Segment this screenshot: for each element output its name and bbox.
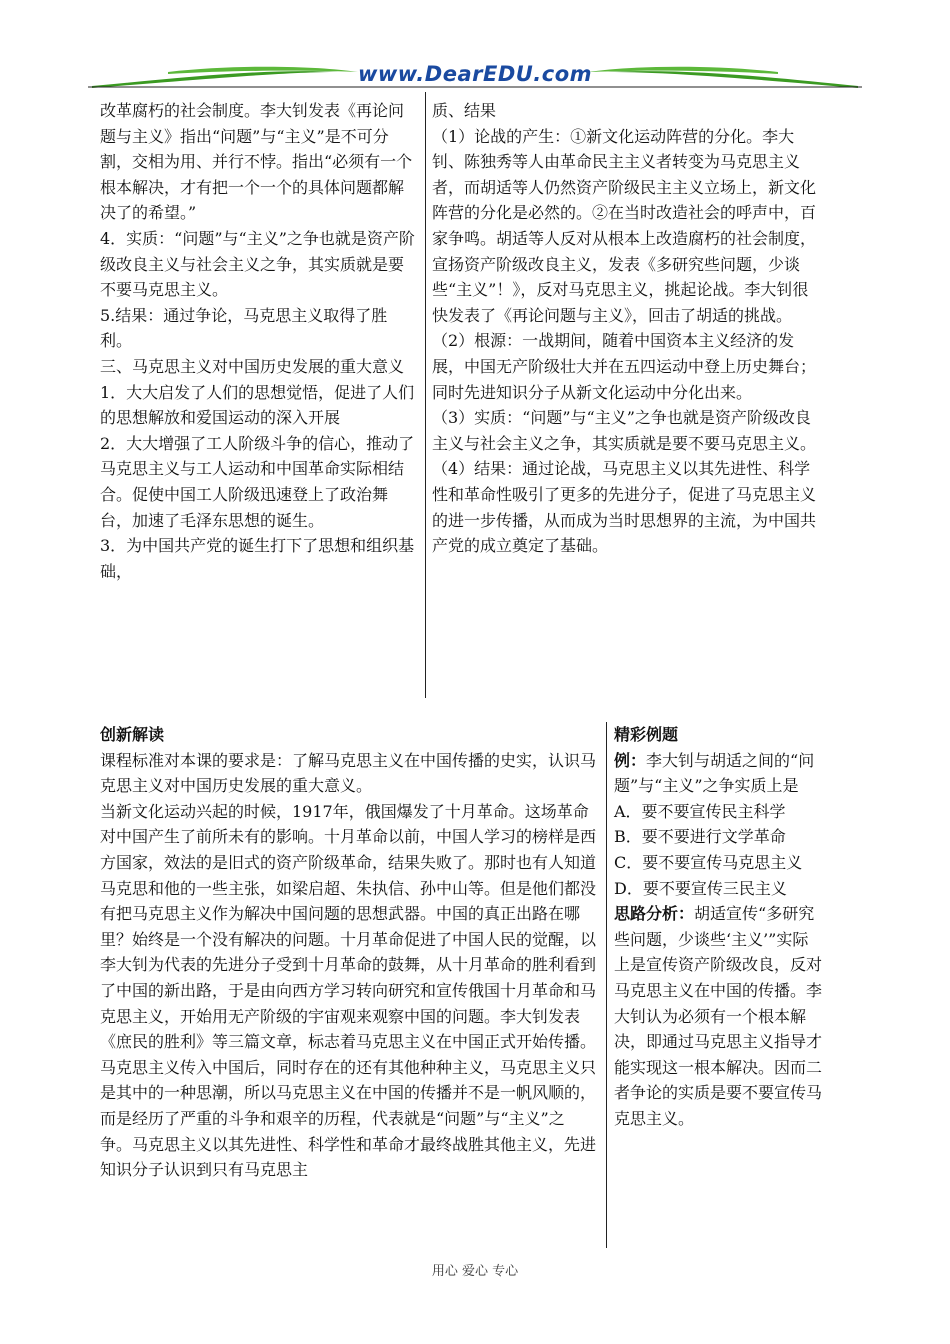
top-column-divider: [425, 92, 426, 698]
option-b: B．要不要进行文学革命: [614, 827, 786, 847]
paragraph: 课程标准对本课的要求是：了解马克思主义在中国传播的史实，认识马克思主义对中国历史发展的重大意义。: [100, 750, 597, 796]
top-left-column: [100, 98, 418, 584]
paragraph: 1．大大启发了人们的思想觉悟，促进了人们的思想解放和爱国运动的深入开展: [100, 382, 415, 428]
top-right-column: [432, 98, 822, 559]
analysis-label: 思路分析：: [614, 904, 695, 924]
paragraph: 4．实质：“问题”与“主义”之争也就是资产阶级改良主义与社会主义之争，其实质就是要不要马克思主义。: [100, 228, 415, 300]
analysis-text: 胡适宣传“多研究些问题，少谈些‘主义’”实际上是宣传资产阶级改良，反对马克思主义在中国的传播。李大钊认为必须有一个根本解决，即通过马克思主义指导才能实现这一根本解决。因而二者争论的实质是要不要宣传马克思主义。: [614, 904, 823, 1128]
paragraph: （2）根源：一战期间，随着中国资本主义经济的发展，中国无产阶级壮大并在五四运动中登上历史舞台；同时先进知识分子从新文化运动中分化出来。: [432, 331, 817, 402]
section-heading: 三、马克思主义对中国历史发展的重大意义: [100, 356, 405, 376]
option-a: A．要不要宣传民主科学: [614, 801, 786, 821]
option-d: D．要不要宣传三民主义: [614, 878, 787, 898]
analysis: [614, 901, 822, 1131]
paragraph: （4）结果：通过论战，马克思主义以其先进性、科学性和革命性吸引了更多的先进分子，促进了马克思主义的进一步传播，从而成为当时思想界的主流，为中国共产党的成立奠定了基础。: [432, 459, 817, 556]
section-title: 精彩例题: [614, 725, 679, 744]
paragraph: 质、结果: [432, 101, 497, 120]
option-c: C．要不要宣传马克思主义: [614, 852, 803, 872]
paragraph: 2．大大增强了工人阶级斗争的信心，推动了马克思主义与工人运动和中国革命实际相结合。促使中国工人阶级迅速登上了政治舞台，加速了毛泽东思想的诞生。: [100, 433, 415, 530]
paragraph: 3．为中国共产党的诞生打下了思想和组织基础，: [100, 536, 415, 581]
site-header-banner: [88, 58, 862, 92]
question: [614, 748, 822, 799]
question-text: 李大钊与胡适之间的“问题”与“主义”之争实质上是: [614, 750, 815, 796]
paragraph: （3）实质：“问题”与“主义”之争也就是资产阶级改良主义与社会主义之争，其实质就是要不要马克思主义。: [432, 408, 817, 453]
paragraph: 当新文化运动兴起的时候，1917年，俄国爆发了十月革命。这场革命对中国产生了前所未有的影响。十月革命以前，中国人学习的榜样是西方国家，效法的是旧式的资产阶级革命，结果失败了。那时也有人知道马克思和他的一些主张，如梁启超、朱执信、孙中山等。但是他们都没有把马克思主义作为解决中国问题的思想武器。中国的真正出路在哪里？始终是一个没有解决的问题。十月革命促进了中国人民的觉醒，以李大钊为代表的先进分子受到十月革命的鼓舞，从十月革命的胜利看到了中国的新出路，于是由向西方学习转向研究和宣传俄国十月革命和马克思主义，开始用无产阶级的宇宙观来观察中国的问题。李大钊发表《庶民的胜利》等三篇文章，标志着马克思主义在中国正式开始传播。马克思主义传入中国后，同时存在的还有其他种种主义，马克思主义只是其中的一种思潮，所以马克思主义在中国的传播并不是一帆风顺的，而是经历了严重的斗争和艰辛的历程，代表就是“问题”与“主义”之争。马克思主义以其先进性、科学性和革命才最终战胜其他主义，先进知识分子认识到只有马克思主: [100, 801, 597, 1180]
example-section: [614, 722, 822, 1132]
paragraph: 改革腐朽的社会制度。李大钊发表《再论问题与主义》指出“问题”与“主义”是不可分割，交相为用、并行不悖。指出“必须有一个根本解决，才有把一个一个的具体问题都解决了的希望。”: [100, 101, 413, 223]
paragraph: （1）论战的产生：①新文化运动阵营的分化。李大钊、陈独秀等人由革命民主主义者转变为马克思主义者，而胡适等人仍然资产阶级民主主义立场上，新文化阵营的分化是必然的。②在当时改造社会的呼声中，百家争鸣。胡适等人反对从根本上改造腐朽的社会制度，宣扬资产阶级改良主义，发表《多研究些问题，少谈些“主义”！》，反对马克思主义，挑起论战。李大钊很快发表了《再论问题与主义》，回击了胡适的挑战。: [432, 126, 817, 325]
site-logo-text: www.DearEDU.com: [357, 62, 593, 86]
paragraph: 5.结果：通过争论，马克思主义取得了胜利。: [100, 305, 388, 351]
section-title: 创新解读: [100, 725, 165, 744]
bottom-column-divider: [606, 722, 607, 1248]
page-footer: 用心 爱心 专心: [431, 1264, 519, 1279]
question-label: 例：: [614, 750, 647, 770]
innovation-reading-section: [100, 722, 596, 1183]
